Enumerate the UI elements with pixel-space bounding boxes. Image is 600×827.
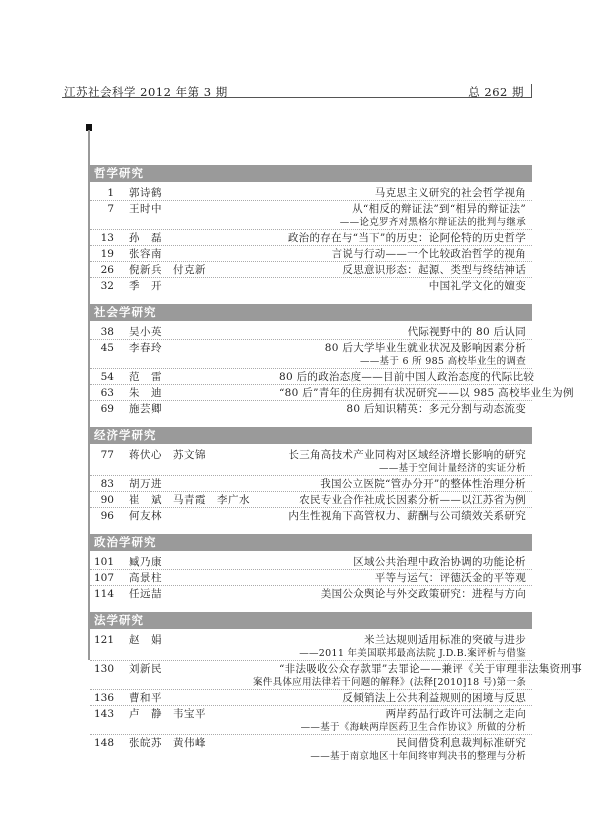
section-heading: 社会学研究 xyxy=(90,304,532,321)
article-title: 我国公立医院“管办分开”的整体性治理分析 xyxy=(320,478,526,490)
author-names: 卢 静 韦宝平 xyxy=(129,708,206,720)
article-title: 长三角高技术产业同构对区域经济增长影响的研究 xyxy=(288,449,526,461)
article-subtitle: ——基于南京地区十年间终审判决书的整理与分析 xyxy=(310,751,526,762)
author-names: 吴小英 xyxy=(129,326,162,338)
toc-section xyxy=(90,612,582,763)
article-title: 80 后的政治态度——目前中国人政治态度的代际比较 xyxy=(279,371,535,383)
section-heading: 法学研究 xyxy=(90,612,532,629)
author-names: 何友林 xyxy=(129,510,162,522)
author-names: 施芸卿 xyxy=(129,403,162,415)
article-title: 言说与行动——一个比较政治哲学的视角 xyxy=(331,248,526,260)
toc-entry[interactable] xyxy=(90,477,532,491)
author-names: 倪新兵 付克新 xyxy=(129,264,206,276)
toc-entry[interactable] xyxy=(90,247,532,261)
page-number: 83 xyxy=(100,478,114,490)
page-number: 107 xyxy=(93,572,114,584)
page-number: 101 xyxy=(93,556,114,568)
toc-entry[interactable] xyxy=(90,402,532,416)
page-number: 96 xyxy=(100,510,114,522)
author-names: 臧乃康 xyxy=(129,556,162,568)
article-title: 平等与运气：评德沃金的平等观 xyxy=(374,572,526,584)
header-tick xyxy=(531,84,532,98)
author-names: 范 雷 xyxy=(129,371,162,383)
section-heading: 政治学研究 xyxy=(90,534,532,551)
toc-entry[interactable] xyxy=(90,509,532,523)
page-number: 7 xyxy=(107,203,114,215)
page-number: 26 xyxy=(100,264,114,276)
page-number: 114 xyxy=(93,588,114,600)
article-subtitle: 案件具体应用法律若干问题的解释》(法释[2010]18 号)第一条 xyxy=(252,677,526,688)
toc-entry[interactable] xyxy=(90,662,582,689)
article-title: 内生性视角下高管权力、薪酬与公司绩效关系研究 xyxy=(288,510,526,522)
article-title: 80 后大学毕业生就业状况及影响因素分析 xyxy=(324,342,526,354)
toc-entry[interactable] xyxy=(90,587,532,601)
article-title: 区域公共治理中政治协调的功能论析 xyxy=(353,556,526,568)
section-heading: 哲学研究 xyxy=(90,165,532,182)
article-title: 两岸药品行政许可法制之走向 xyxy=(385,708,526,720)
page-number: 69 xyxy=(100,403,114,415)
author-names: 郭诗鹤 xyxy=(129,187,162,199)
article-title: 美国公众舆论与外交政策研究：进程与方向 xyxy=(320,588,526,600)
article-subtitle: ——2011 年美国联邦最高法院 J.D.B.案评析与借鉴 xyxy=(299,648,526,659)
page-number: 121 xyxy=(93,634,114,646)
author-names: 曹和平 xyxy=(129,692,162,704)
article-title: “非法吸收公众存款罪”去罪论——兼评《关于审理非法集资刑事 xyxy=(279,663,582,675)
article-title: 民间借贷利息裁判标准研究 xyxy=(396,737,526,749)
author-names: 孙 磊 xyxy=(129,232,162,244)
toc-entry[interactable] xyxy=(90,633,532,660)
page-number: 77 xyxy=(100,449,114,461)
toc-entry[interactable] xyxy=(90,231,532,245)
article-title: 政治的存在与“当下”的历史：论阿伦特的历史哲学 xyxy=(287,232,526,244)
article-title: 反思意识形态：起源、类型与终结神话 xyxy=(342,264,526,276)
toc-entry[interactable] xyxy=(90,448,532,475)
author-names: 张皖苏 黄伟峰 xyxy=(129,737,206,749)
toc-entry[interactable] xyxy=(90,571,532,585)
toc-section xyxy=(90,304,574,416)
section-heading: 经济学研究 xyxy=(90,427,532,444)
author-names: 王时中 xyxy=(129,203,162,215)
toc-entry[interactable] xyxy=(90,370,535,384)
page-number: 130 xyxy=(93,663,114,675)
article-title: 代际视野中的 80 后认同 xyxy=(407,326,526,338)
page-number: 38 xyxy=(100,326,114,338)
article-title: 中国礼学文化的嬗变 xyxy=(428,280,526,292)
author-names: 任远喆 xyxy=(129,588,162,600)
toc-entry[interactable] xyxy=(90,493,532,507)
author-names: 崔 斌 马青霞 李广水 xyxy=(129,494,250,506)
toc-entry[interactable] xyxy=(90,555,532,569)
author-names: 赵 娟 xyxy=(129,634,162,646)
table-of-contents xyxy=(90,165,582,774)
toc-entry[interactable] xyxy=(90,279,532,293)
toc-entry[interactable] xyxy=(90,202,532,229)
article-subtitle: ——论克罗齐对黑格尔辩证法的批判与继承 xyxy=(339,217,526,228)
toc-entry[interactable] xyxy=(90,386,574,400)
author-names: 朱 迪 xyxy=(129,387,162,399)
toc-section xyxy=(90,165,532,293)
page-number: 63 xyxy=(100,387,114,399)
article-subtitle: ——基于《海峡两岸医药卫生合作协议》所做的分析 xyxy=(300,722,526,733)
author-names: 胡万进 xyxy=(129,478,162,490)
article-title: 马克思主义研究的社会哲学视角 xyxy=(374,187,526,199)
page-number: 13 xyxy=(100,232,114,244)
author-names: 张容南 xyxy=(129,248,162,260)
page-number: 148 xyxy=(93,737,114,749)
journal-issue-header: 江苏社会科学 2012 年第 3 期 xyxy=(64,85,228,99)
toc-entry[interactable] xyxy=(90,186,532,200)
page-number: 1 xyxy=(107,187,114,199)
toc-entry[interactable] xyxy=(90,325,532,339)
toc-entry[interactable] xyxy=(90,707,532,734)
page-number: 45 xyxy=(100,342,114,354)
toc-section xyxy=(90,534,532,601)
author-names: 蒋伏心 苏文锦 xyxy=(129,449,206,461)
toc-entry[interactable] xyxy=(90,691,532,705)
author-names: 季 开 xyxy=(129,280,162,292)
page-number: 90 xyxy=(100,494,114,506)
page-number: 136 xyxy=(93,692,114,704)
header-rule xyxy=(62,97,532,98)
page-number: 19 xyxy=(100,248,114,260)
author-names: 高景柱 xyxy=(129,572,162,584)
article-title: 农民专业合作社成长因素分析——以江苏省为例 xyxy=(299,494,526,506)
page-number: 32 xyxy=(100,280,114,292)
author-names: 刘新民 xyxy=(129,663,162,675)
toc-entry[interactable] xyxy=(90,736,532,763)
article-title: 80 后知识精英：多元分割与动态流变 xyxy=(346,403,526,415)
author-names: 李春玲 xyxy=(129,342,162,354)
total-issue-number: 总 262 期 xyxy=(468,85,524,99)
article-title: “80 后”青年的住房拥有状况研究——以 985 高校毕业生为例 xyxy=(279,387,574,399)
toc-entry[interactable] xyxy=(90,263,532,277)
article-subtitle: ——基于 6 所 985 高校毕业生的调查 xyxy=(359,356,526,367)
page-number: 143 xyxy=(93,708,114,720)
toc-entry[interactable] xyxy=(90,341,532,368)
article-subtitle: ——基于空间计量经济的实证分析 xyxy=(378,463,526,474)
article-title: 从“相反的辩证法”到“相异的辩证法” xyxy=(352,203,526,215)
article-title: 反倾销法上公共利益规则的困境与反思 xyxy=(342,692,526,704)
page-number: 54 xyxy=(100,371,114,383)
article-title: 米兰达规则适用标准的突破与进步 xyxy=(364,634,526,646)
toc-section xyxy=(90,427,532,523)
